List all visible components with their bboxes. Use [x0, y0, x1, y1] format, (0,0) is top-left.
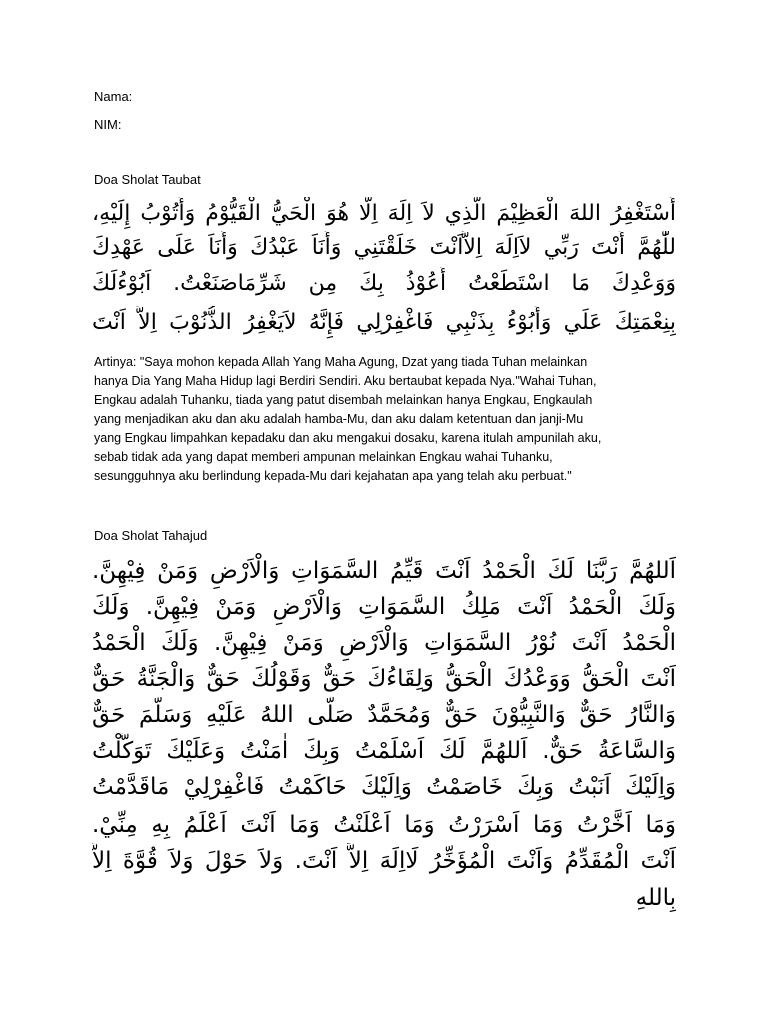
tahajud-arabic-line: بِاللهِ	[635, 885, 676, 911]
nama-label: Nama:	[94, 89, 133, 104]
taubat-arabic-line: بِنِعْمَتِكَ عَلَي وَأَبُوْءُ بِذَنْبِي فَاغْفِرْلِي فَإِنَّهُ لاَيَغْفِرُ الذُّنُوْبَ اِلاَّ اَنْتَ	[92, 310, 676, 335]
taubat-arabic-line: أَسْتَغْفِرُ اللهَ الْعَظِيْمَ الَّذِي لاَ اِلَهَ اِلَّا هُوَ الْحَيُّ الْقَيُّوْمُ وَأَتُوْبُ إِلَيْهِ،	[92, 201, 676, 226]
translation-line: yang Engkau limpahkan kepadaku dan aku mengakui dosaku, karena itulah ampunilah aku,	[94, 431, 602, 445]
taubat-arabic-line: للّٰهُمَّ أَنْتَ رَبِّي لاَاِلَهَ اِلاَّاَنْتَ خَلَقْتَنِي وَأَنَاَ عَبْدُكَ وَأَنَاَ عَلَى عَهْدِكَ	[92, 235, 676, 260]
translation-line: yang menjadikan aku dan aku adalah hamba-Mu, dan aku dalam ketentuan dan janji-Mu	[94, 412, 584, 426]
tahajud-arabic-line: اَللهُمَّ رَبَّنَا لَكَ الْحَمْدُ اَنْتَ قَيِّمُ السَّمَوَاتِ وَالْاَرْضِ وَمَنْ فِيْهِنَّ.	[92, 558, 676, 584]
taubat-title: Doa Sholat Taubat	[94, 172, 201, 187]
tahajud-arabic-line: وَلَكَ الْحَمْدُ اَنْتَ مَلِكُ السَّمَوَاتِ وَالْاَرْضِ وَمَنْ فِيْهِنَّ. وَلَكَ	[92, 594, 676, 620]
tahajud-arabic-line: اَنْتَ الْمُقَدِّمُ وَاَنْتَ الْمُؤَخِّرُ لَااِلَهَ اِلاَّ اَنْتَ. وَلاَ حَوْلَ وَلاَ قُوَّةَ اِلاَّ	[92, 848, 676, 874]
taubat-arabic-line: وَوَعْدِكَ مَا اسْتَطَعْتُ أَعُوْذُ بِكَ مِن شَرِّمَاصَنَعْتُ. اَبُوْءُلَكَ	[92, 271, 676, 296]
translation-line: Artinya: "Saya mohon kepada Allah Yang Maha Agung, Dzat yang tiada Tuhan melainkan	[94, 355, 588, 369]
translation-line: hanya Dia Yang Maha Hidup lagi Berdiri Sendiri. Aku bertaubat kepada Nya."Wahai Tuhan,	[94, 374, 597, 388]
tahajud-arabic-line: وَاِلَيْكَ اَنَبْتُ وَبِكَ خَاصَمْتُ وَاِلَيْكَ حَاكَمْتُ فَاغْفِرْلِيْ مَاقَدَّمْتُ	[92, 774, 676, 800]
tahajud-arabic-line: وَمَا اَخَّرْتُ وَمَا اَسْرَرْتُ وَمَا اَعْلَنْتُ وَمَا اَنْتَ اَعْلَمُ بِهِ مِنِّيْ.	[92, 812, 676, 838]
translation-line: sesungguhnya aku berlindung kepada-Mu dari kejahatan apa yang telah aku perbuat."	[94, 469, 572, 483]
translation-line: sebab tidak ada yang dapat memberi ampunan melainkan Engkau wahai Tuhanku,	[94, 450, 553, 464]
nim-label: NIM:	[94, 117, 122, 132]
tahajud-arabic-line: وَالسَّاعَةُ حَقٌّ. اَللهُمَّ لَكَ اَسْلَمْتُ وَبِكَ اٰمَنْتُ وَعَلَيْكَ تَوَكَّلْتُ	[92, 738, 676, 764]
tahajud-arabic-line: الْحَمْدُ اَنْتَ نُوْرُ السَّمَوَاتِ وَالْاَرْضِ وَمَنْ فِيْهِنَّ. وَلَكَ الْحَمْدُ	[92, 630, 676, 656]
tahajud-title: Doa Sholat Tahajud	[94, 528, 208, 543]
taubat-translation	[94, 353, 654, 486]
tahajud-arabic-line: وَالنَّارُ حَقٌّ وَالنَّبِيُّوْنَ حَقٌّ وَمُحَمَّدٌ صَلَّى اللهُ عَلَيْهِ وَسَلَّمَ حَقٌّ	[92, 702, 676, 728]
translation-line: Engkau adalah Tuhanku, tiada yang patut disembah melainkan hanya Engkau, Engkaulah	[94, 393, 593, 407]
tahajud-arabic-line: اَنْتَ الْحَقُّ وَوَعْدُكَ الْحَقُّ وَلِقَاءُكَ حَقٌّ وَقَوْلُكَ حَقٌّ وَالْجَنَّةُ حَقٌّ	[92, 666, 676, 692]
